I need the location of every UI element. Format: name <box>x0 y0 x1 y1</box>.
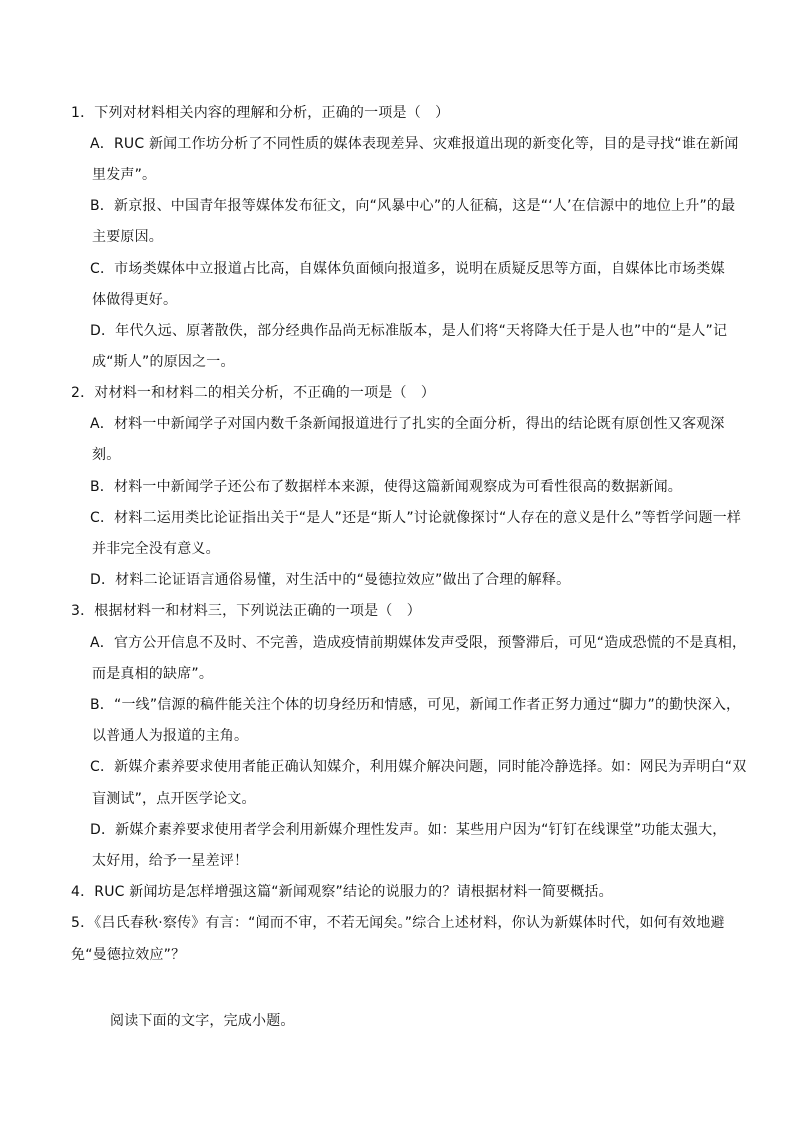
question-2-option-c: C．材料二运用类比论证指出关于“是人”还是“斯人”讨论就像探讨“人存在的意义是什么”等哲学问题一样 <box>90 510 742 526</box>
question-2-option-a: A．材料一中新闻学子对国内数千条新闻报道进行了扎实的全面分析，得出的结论既有原创性又客观深 <box>90 416 725 432</box>
question-3-option-d-cont: 太好用，给予一星差评！ <box>92 853 249 869</box>
question-3-stem: 3．根据材料一和材料三，下列说法正确的一项是（ ） <box>71 603 421 619</box>
question-1-option-a-cont: 里发声”。 <box>92 167 157 183</box>
question-2-option-c-cont: 并非完全没有意义。 <box>92 541 220 557</box>
question-3-option-b: B．“一线”信源的稿件能关注个体的切身经历和情感，可见，新闻工作者正努力通过“脚力”的勤快深入， <box>90 697 741 713</box>
question-4-stem: 4．RUC 新闻坊是怎样增强这篇“新闻观察”结论的说服力的？请根据材料一简要概括。 <box>71 884 613 900</box>
question-1-option-d: D．年代久远、原著散佚，部分经典作品尚无标准版本，是人们将“天将降大任于是人也”中的“是人”记 <box>90 323 728 339</box>
question-2-stem: 2．对材料一和材料二的相关分析，不正确的一项是（ ） <box>71 385 436 401</box>
question-2-option-d: D．材料二论证语言通俗易懂，对生活中的“曼德拉效应”做出了合理的解释。 <box>90 572 571 588</box>
question-3-option-b-cont: 以普通人为报道的主角。 <box>92 728 249 744</box>
question-3-option-a-cont: 而是真相的缺席”。 <box>92 666 214 682</box>
question-1-option-b-cont: 主要原因。 <box>92 229 163 245</box>
question-1-option-c: C．市场类媒体中立报道占比高，自媒体负面倾向报道多，说明在质疑反思等方面，自媒体比市场类媒 <box>90 261 725 277</box>
reading-instruction: 阅读下面的文字，完成小题。 <box>110 1013 295 1029</box>
question-3-option-c: C．新媒介素养要求使用者能正确认知媒介，利用媒介解决问题，同时能冷静选择。如：网民为弄明白“双 <box>90 759 747 775</box>
question-1-option-c-cont: 体做得更好。 <box>92 292 178 308</box>
question-1-option-d-cont: 成“斯人”的原因之一。 <box>92 354 235 370</box>
question-1-stem: 1．下列对材料相关内容的理解和分析，正确的一项是（ ） <box>71 105 450 121</box>
question-1-option-a: A．RUC 新闻工作坊分析了不同性质的媒体表现差异、灾难报道出现的新变化等，目的是寻找“谁在新闻 <box>90 136 739 152</box>
question-3-option-c-cont: 盲测试”，点开医学论文。 <box>92 791 256 807</box>
question-5-stem-cont: 免“曼德拉效应”？ <box>71 947 186 963</box>
question-2-option-b: B．材料一中新闻学子还公布了数据样本来源，使得这篇新闻观察成为可看性很高的数据新闻。 <box>90 479 683 495</box>
question-5-stem: 5．《吕氏春秋·察传》有言：“闻而不审，不若无闻矣。”综合上述材料，你认为新媒体时代，如何有效地避 <box>71 915 725 931</box>
question-2-option-a-cont: 刻。 <box>92 447 121 463</box>
question-3-option-d: D．新媒介素养要求使用者学会利用新媒介理性发声。如：某些用户因为“钉钉在线课堂”功能太强大， <box>90 822 727 838</box>
question-3-option-a: A．官方公开信息不及时、不完善，造成疫情前期媒体发声受限，预警滞后，可见“造成恐慌的不是真相， <box>90 635 747 651</box>
question-1-option-b: B．新京报、中国青年报等媒体发布征文，向“风暴中心”的人征稿，这是“‘人’在信源中的地位上升”的最 <box>90 198 736 214</box>
